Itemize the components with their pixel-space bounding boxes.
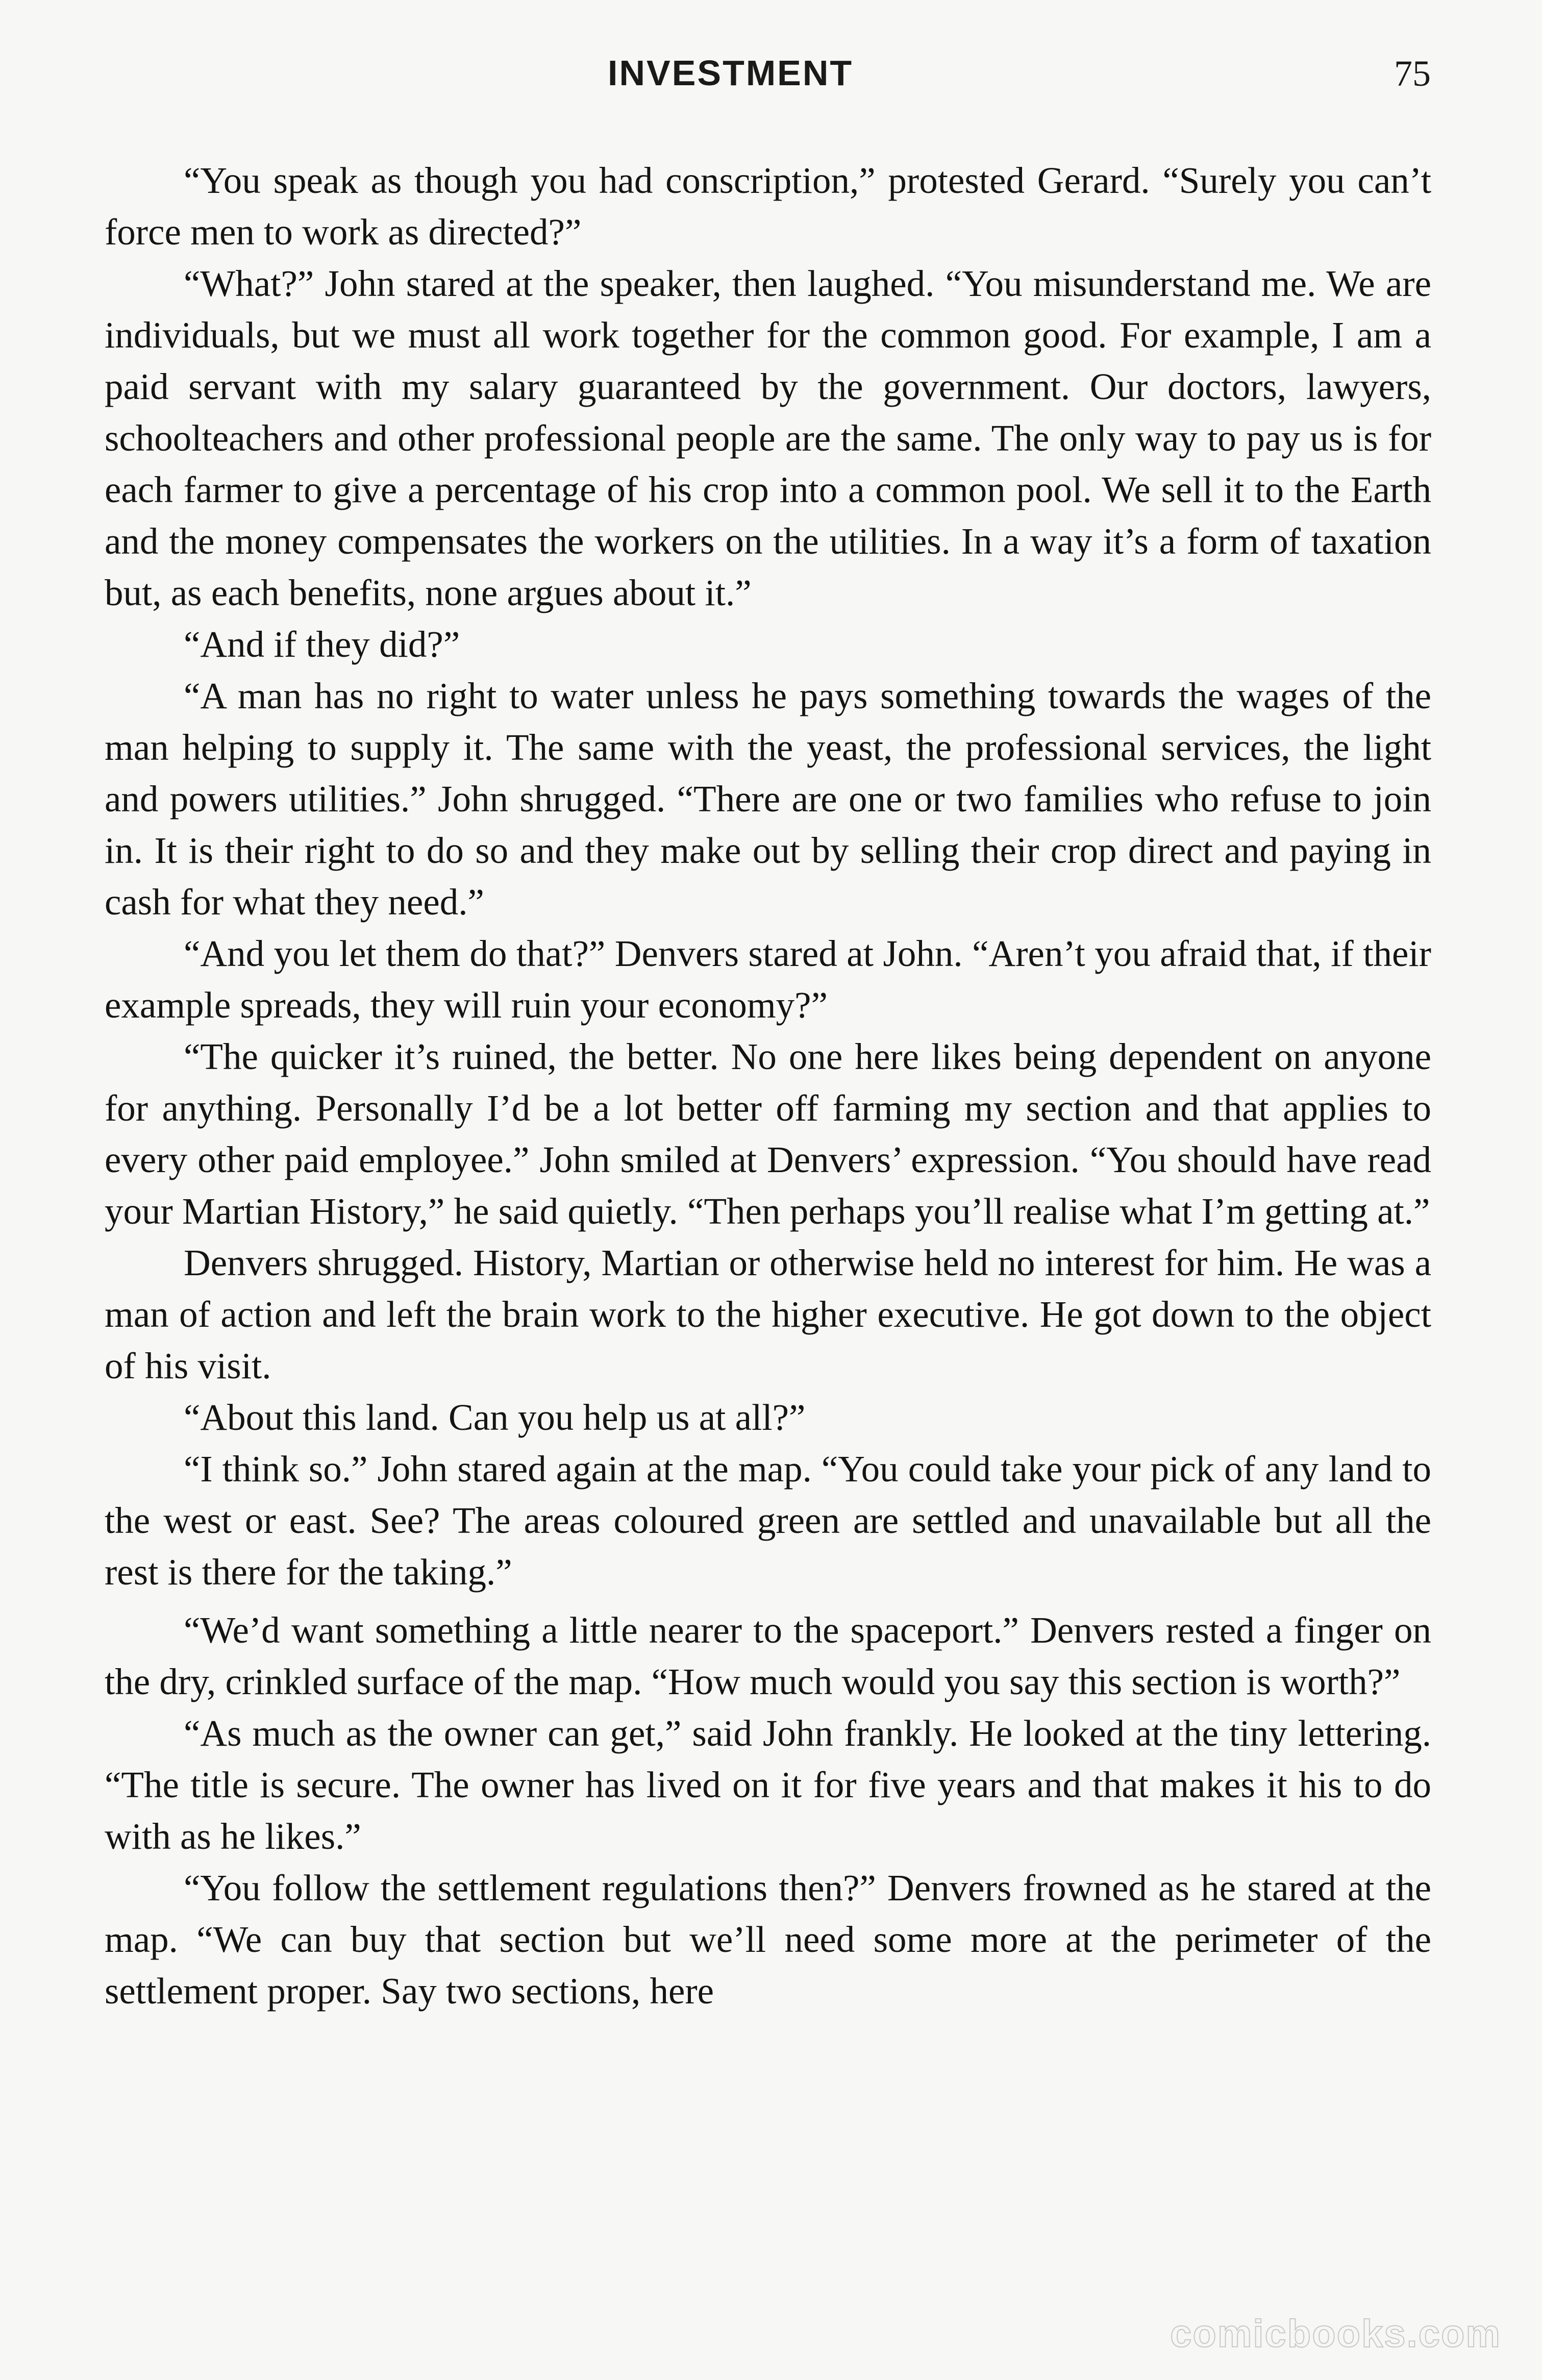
paragraph: “And you let them do that?” Denvers stared at John. “Aren’t you afraid that, if their example spreads, they will ruin your economy?” (105, 933, 1431, 1026)
paragraph: “You follow the settlement regulations then?” Denvers frowned as he stared at the map. “We can buy that section but we’ll need some more at the perimeter of the settlement proper. Say two sections, here (105, 1867, 1431, 2012)
paragraph: “I think so.” John stared again at the map. “You could take your pick of any land to the west or east. See? The areas coloured green are settled and unavailable but all the rest is there for the taking.” (105, 1448, 1431, 1593)
paragraph: “A man has no right to water unless he pays something towards the wages of the man helping to supply it. The same with the yeast, the professional services, the light and powers utilities.” John shrugged. “There are one or two families who refuse to join in. It is their right to do so and they make out by selling their crop direct and paying in cash for what they need.” (105, 675, 1431, 923)
running-head: INVESTMENT (608, 53, 854, 93)
paragraph: “What?” John stared at the speaker, then laughed. “You misunderstand me. We are individuals, but we must all work together for the common good. For example, I am a paid servant with my salary guaranteed by the government. Our doctors, lawyers, schoolteachers and other professional people are the same. The only way to pay us is for each farmer to give a percentage of his crop into a common pool. We sell it to the Earth and the money compensates the workers on the utilities. In a way it’s a form of taxation but, as each benefits, none argues about it.” (105, 263, 1431, 613)
paragraph: “You speak as though you had conscription,” protested Gerard. “Surely you can’t force men to work as directed?” (105, 160, 1431, 253)
paragraph: “About this land. Can you help us at all?” (184, 1397, 806, 1438)
paragraph: Denvers shrugged. History, Martian or otherwise held no interest for him. He was a man of action and left the brain work to the higher executive. He got down to the object of his visit. (105, 1242, 1431, 1386)
watermark: comicbooks.com (1170, 2312, 1501, 2356)
paragraph: “And if they did?” (184, 624, 460, 665)
body-text (105, 155, 1431, 2017)
page-number: 75 (1394, 53, 1431, 94)
paragraph: “As much as the owner can get,” said John frankly. He looked at the tiny lettering. “The title is secure. The owner has lived on it for five years and that makes it his to do with as he likes.” (105, 1713, 1431, 1857)
paragraph: “The quicker it’s ruined, the better. No one here likes being dependent on anyone for anything. Personally I’d be a lot better off farming my section and that applies to every other paid employee.” John smiled at Denvers’ expression. “You should have read your Martian History,” he said quietly. “Then perhaps you’ll realise what I’m getting at.” (105, 1036, 1431, 1232)
paragraph: “We’d want something a little nearer to the spaceport.” Denvers rested a finger on the dry, crinkled surface of the map. “How much would you say this section is worth?” (105, 1609, 1431, 1702)
